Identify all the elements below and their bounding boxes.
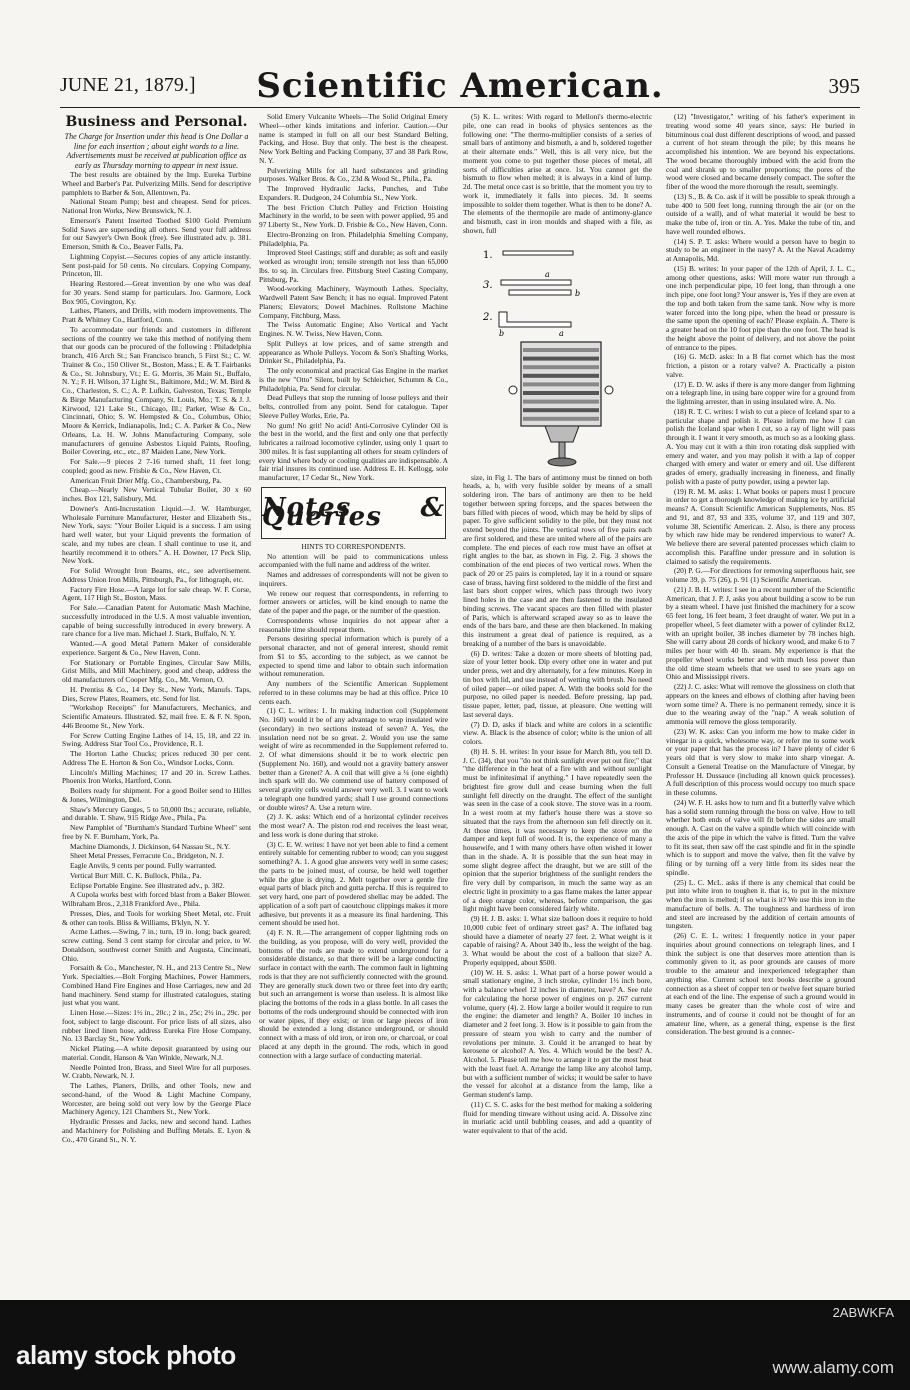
advert-paragraph: For Solid Wrought Iron Beams, etc., see advertisement. Address Union Iron Mills, Pittsburgh, Pa., for lithograph, etc.	[62, 566, 251, 584]
advert-paragraph: The Improved Hydraulic Jacks, Punches, and Tube Expanders. R. Dudgeon, 24 Columbia St., New York.	[259, 184, 448, 202]
query-text	[463, 113, 652, 236]
advert-paragraph: Eagle Anvils, 9 cents per pound. Fully warranted.	[70, 861, 217, 870]
thermopile-row	[523, 365, 599, 369]
query-paragraph: (16) G. McD. asks: In a B flat cornet which has the most friction, a piston or a rotary valve? A. Practically a piston valve.	[666, 352, 855, 379]
advert-paragraph: Downer's Anti-Incrustation Liquid.—J. W. Hamburger, Wholesale Furniture Manufacturer, Hester and Elizabeth Sts., New York, says: "Your Boiler Liquid is a success. I am using hard well water, but your Liquid prevents the formation of scale, and my tubes are clean. I shall continue to use it, and heartily recommend it to others." A. H. Downer, 17 Peck Slip, New York.	[62, 503, 251, 566]
advert-paragraph: A Cupola works best with forced blast from a Baker Blower. Wilbraham Bros., 2,318 Frankford Ave., Phila.	[62, 890, 251, 908]
thermopile-illustration	[463, 240, 652, 470]
thermopile-foot	[548, 458, 576, 466]
fig-label-3: 3.	[483, 279, 493, 291]
thermopile-base	[545, 426, 579, 442]
advert-paragraph: For Sale.—9 pieces 2 7-16 turned shaft, 11 feet long; coupled; good as new. Frisbie & Co., New Haven, Ct.	[62, 457, 251, 475]
advert-paragraph: Improved Steel Castings; stiff and durable; as soft and easily worked as wrought iron; tensile strength not less than 65,000 lbs. to sq. in. Circulars free. Pittsburg Steel Casting Company, Pittsburg, Pa.	[259, 248, 448, 284]
query-paragraph: (9) H. J. B. asks: 1. What size balloon does it require to hold 10,000 cubic feet of ordinary street gas? A. The inflated bag should have a diameter of nearly 27 feet. 2. What weight is it capable of raising? A. About 340 lb., less the weight of the bag. 3. What would be about the cost of a balloon that size? A. Properly equipped, about $500.	[463, 914, 652, 967]
advert-paragraph: Eclipse Portable Engine. See illustrated adv., p. 382.	[70, 880, 225, 890]
query-paragraph: No attention will be paid to communications unless accompanied with the full name and address of the writer.	[259, 551, 448, 570]
stock-image-id: 2ABWKFA	[832, 1305, 894, 1320]
advert-paragraph: Machine Diamonds, J. Dickinson, 64 Nassau St., N.Y.	[70, 841, 230, 851]
query-paragraph: Any numbers of the Scientific American Supplement referred to in these columns may be had at this office. Price 10 cents each.	[259, 679, 448, 706]
advert-paragraph: Wood-working Machinery, Waymouth Lathes. Specialty, Wardwell Patent Saw Bench; it has no equal. Improved Patent Planers; Elevators; Dowel Machines. Rollstone Machine Company, Fitchburg, Mass.	[259, 284, 448, 320]
bar-fig1	[503, 251, 573, 255]
advert-paragraph: Presses, Dies, and Tools for working Sheet Metal, etc. Fruit & other can tools. Bliss & Williams, B'klyn, N. Y.	[62, 908, 251, 927]
query-paragraph: (23) W. K. asks: Can you inform me how to make cider in vinegar in a quick, wholesome way, or refer me to some work or your paper that has the process in? I have plenty of cider 6 years old that is very slow to make into sharp vinegar. A. Consult a General Treatise on the Manufacture of Vinegar, by Professor H. Dussauce (including all known quick processes). A full description of this process would occupy too much space in these columns.	[666, 726, 855, 797]
query-paragraph: (4) F. N. R.—The arrangement of copper lightning rods on the building, as you propose, will do very well, provided the bottoms of the rods are made to extend underground for a considerable distance, so that there will be a large conducting surface in contact with the earth. The common fault in lightning rods is that they are not sufficiently connected with the ground. They are generally stuck down two or three feet into dry earth; but such an arrangement is worse than useless. It is almost like placing the bottoms of the rods in a glass bottle. In all cases the bottoms of the rods underground should be connected with iron or water pipes, if they exist; or iron or large pieces of iron should be extended a long distance underground, or should connect with a mass of old iron, or iron ore, or charcoal, or coal placed at any depth in the ground. The rods, which in good connection with a large surface of conducting material.	[259, 928, 448, 1060]
advert-paragraph: Sheet Metal Presses, Ferracute Co., Bridgeton, N. J.	[70, 851, 224, 861]
advert-paragraph: American Fruit Drier Mfg. Co., Chambersburg, Pa.	[70, 475, 222, 485]
stock-url: www.alamy.com	[772, 1358, 894, 1377]
advert-paragraph: For Stationary or Portable Engines, Circular Saw Mills, Grist Mills, and Mill Machinery, good and cheap, address the old manufacturers of Cooper Mfg. Co., Mt. Vernon, O.	[62, 657, 251, 684]
bar-fig3a	[501, 280, 571, 285]
page-header	[60, 66, 860, 106]
advert-list	[62, 171, 251, 1144]
stock-logo: alamy stock photo	[16, 1340, 236, 1370]
column-queries	[463, 113, 652, 1288]
query-paragraph: We renew our request that correspondents, in referring to former answers or articles, will be kind enough to name the date of the paper and the page, or the number of the question.	[259, 588, 448, 615]
query-paragraph: (10) W. H. S. asks: 1. What part of a horse power would a small stationary engine, 3 inch stroke, cylinder 1½ inch bore, with a balance wheel 12 inches in diameter, have? A. See rule for calculating the horse power of engines on p. 267 current volume, query (4). 2. How large a boiler would it require to run the engine: the diameter and length? A. Boiler 10 inches in diameter and 2 feet long. 3. How is it possible to gain from the pressure of steam you wish to carry and the number of revolutions per minute. 3. Could it be arranged to heat by kerosene or alcohol? A. Yes. 4. Which would be the best? A. Alcohol. 5. Please tell me how to arrange it to get the most heat with the least fuel. A. Arrange the lamp like any alcohol lamp, but with a sufficient number of wicks; it would be safer to have the vessel for alcohol at a distance from the lamp, like a German student's lamp.	[463, 967, 652, 1099]
thermopile-row	[523, 416, 599, 420]
thermopile-row	[523, 356, 599, 360]
query-paragraph: Names and addresses of correspondents will not be given to inquirers.	[259, 570, 448, 588]
advert-paragraph: Split Pulleys at low prices, and of same strength and appearance as Whole Pulleys. Yocom & Son's Shafting Works, Drinker St., Philadelphia, Pa.	[259, 338, 448, 366]
stock-watermark-bar	[0, 1300, 910, 1390]
advert-paragraph: Hydraulic Presses and Jacks, new and second hand. Lathes and Machinery for Polishing and Buffing Metals. E. Lyon & Co., 470 Grand St., N. Y.	[62, 1117, 251, 1144]
advert-paragraph: The Twiss Automatic Engine; Also Vertical and Yacht Engines. N. W. Twiss, New Haven, Conn.	[259, 320, 448, 338]
advert-list-continued	[259, 113, 448, 483]
advert-paragraph: For Sale.—Canadian Patent for Automatic Mash Machine, successfully introduced in the U.S. A most valuable invention, capable of being successfully introduced in every brewery. A rare chance for a live man. Michael J. Stark, Buffalo, N. Y.	[62, 603, 251, 639]
column-ads-notes	[259, 113, 448, 1288]
advert-paragraph: H. Prentiss & Co., 14 Dey St., New York, Manufs. Taps, Dies, Screw Plates, Reamers, etc. Send for list.	[62, 684, 251, 703]
query-paragraph: (15) B. writes: In your paper of the 12th of April, J. L. C., among other questions, asks: Will more water run through a one inch perpendicular pipe, 10 feet long, than through a one inch pipe, one foot long? Your answer is, Yes if they are even at the top and both taken from the same tank. Now why is more water forced into the long pipe, when the head or pressure is the same upon the opening of each? Please explain. A. There is a greater head on the 10 foot pipe than the one foot. The head is the height above the point of delivery, and not above the point of entrance to the pipes.	[666, 263, 855, 352]
query-paragraph: (1) C. L. writes: 1. In making induction coil (Supplement No. 160) would it be of any advantage to wrap insulated wire (secondary) in two sections instead of seven? A. Yes, the insulation need not be so great. 2. Would you use the same weight of wire as recommended in the Supplement referred to. 2. Of what dimensions should it be to work electric pen (Supplement No. 160), and would not a gravity battery answer better than a Grenet? A. A coil that will give a ¼ (one eighth) inch spark will do. We commend use of battery composed of several gravity cells would answer very well. 3. I want to work a telegraph one hundred yards; shall I use ground connections or double wires? A. Use a return wire.	[259, 706, 448, 812]
fig-label-a2: a	[559, 328, 564, 338]
masthead-title: Scientific American.	[256, 66, 664, 106]
page-number: 395	[828, 74, 860, 98]
query-paragraph: (26) C. E. L. writes: I frequently notice in your paper inquiries about ground connections on telegraph lines, and I think the subject is one that deserves more attention than is commonly given to it, as poor grounds are causes of more trouble to the amateur and inexperienced telegrapher than anything else. Current school text books describe a ground connection as a sheet of copper ten or twelve feet square buried at each end of the line. The expense of such a ground would in many cases be greater than the whole cost of wire and instruments, and of course it could not be thought of for an amateur line, where, as a general thing, expense is the first consideration. The best ground is a connec-	[666, 931, 855, 1037]
advert-paragraph: Emerson's Patent Inserted Toothed $100 Gold Premium Solid Saws are superseding all others. Send your full address for our Sawyer's Own Book (free). See illustrated adv. p. 381. Emerson, Smith & Co., Beaver Falls, Pa.	[62, 215, 251, 251]
query-text-continued	[463, 474, 652, 1136]
advert-paragraph: The best results are obtained by the Imp. Eureka Turbine Wheel and Barber's Pat. Pulverizing Mills. Send for descriptive pamphlets to Barber & Son, Allentown, Pa.	[62, 170, 251, 197]
query-paragraph: (19) R. M. M. asks: 1. What books or papers must I procure in order to get a thorough knowledge of making ice by artificial means? A. Consult Scientific American Supplements, Nos. 85 and 91, and 87, 93 and 335, volume 37, and 119 and 307, volume 38, Scientific American. 2. Also, is there any process by which raw hide may be rendered impervious to water? A. We believe there are several patented processes which claim to accomplish this. Paraffine under pressure and in solution is claimed to satisfy the requirements.	[666, 486, 855, 566]
advert-paragraph: Solid Emery Vulcanite Wheels—The Solid Original Emery Wheel—other kinds imitations and inferior. Caution.—Our name is stamped in full on all our best Standard Belting, Packing, and Hose. Buy that only. The best is the cheapest. New York Belting and Packing Company, 37 and 38 Park Row, N. Y.	[259, 113, 448, 165]
thermopile-stem	[559, 442, 565, 458]
advert-paragraph: Factory Fire Hose.—A large lot for sale cheap. W. F. Corse, Agent, 117 High St., Boston, Mass.	[62, 584, 251, 603]
column-business-personal	[62, 113, 251, 1288]
thermopile-row	[523, 408, 599, 412]
advert-paragraph: "Workshop Receipts" for Manufacturers, Mechanics, and Scientific Amateurs. Illustrated. $2, mail free. E. & F. N. Spon, 446 Broome St., New York.	[62, 703, 251, 730]
fig-label-b2: b	[499, 328, 505, 338]
header-rule	[60, 107, 860, 108]
query-paragraph: (11) C. S. C. asks for the best method for making a soldering fluid for mending tinware without using acid. A. Dissolve zinc in muriatic acid until bubbling ceases, and add a quantity of water equivalent to that of the acid.	[463, 1099, 652, 1135]
advert-paragraph: The Horton Lathe Chucks; prices reduced 30 per cent. Address The E. Horton & Son Co., Windsor Locks, Conn.	[62, 749, 251, 767]
advert-paragraph: For Screw Cutting Engine Lathes of 14, 15, 18, and 22 in. Swing. Address Star Tool Co., Providence, R. I.	[62, 730, 251, 749]
advert-paragraph: Hearing Restored.—Great invention by one who was deaf for 30 years. Send stamp for particulars. Jno. Garmore, Lock Box 905, Covington, Ky.	[62, 279, 251, 306]
query-paragraph: Correspondents whose inquiries do not appear after a reasonable time should repeat them.	[259, 615, 448, 634]
advert-paragraph: Lightning Copyist.—Secures copies of any article instantly. Sent post-paid for 50 cents. No circulars. Copying Company, Princeton, Ill.	[62, 251, 251, 279]
bar-fig3b	[509, 290, 571, 295]
advert-paragraph: Lincoln's Milling Machines; 17 and 20 in. Screw Lathes. Phoenix Iron Works, Hartford, Conn.	[62, 767, 251, 786]
column-queries-right	[666, 113, 855, 1288]
advert-paragraph: Boilers ready for shipment. For a good Boiler send to Hilles & Jones, Wilmington, Del.	[62, 786, 251, 804]
thermopile-row	[523, 348, 599, 352]
advert-paragraph: Wanted.—A good Metal Pattern Maker of considerable experience. Sargent & Co., New Haven, Conn.	[62, 639, 251, 657]
fig-label-1: 1.	[483, 249, 493, 261]
query-paragraph: Persons desiring special information which is purely of a personal character, and not of general interest, should remit from $1 to $5, according to the subject, as we cannot be expected to spend time and labor to obtain such information without remuneration.	[259, 634, 448, 679]
advert-paragraph: Dead Pulleys that stop the running of loose pulleys and their belts, controlled from any point. Send for catalogue. Taper Sleeve Pulley Works, Erie, Pa.	[259, 393, 448, 420]
advert-paragraph: The Lathes, Planers, Drills, and other Tools, new and second-hand, of the Wood & Light Machine Company, Worcester, are being sold out very low by the George Place Machinery Agency, 121 Chambers St., New York.	[62, 1081, 251, 1117]
query-paragraph: (12) "Investigator," writing of his father's experiment in treating wood some 40 years since, says: He buried in bituminous coal dust different descriptions of wood, and passed a current of hot steam through the pile; by this means he accomplished his intention. We are beyond his expectations. The wood became thoroughly imbued with the acid from the coal and shrank up to smaller proportions; the pores of the wood were closed and became densely compact. The softer the fiber of the wood the more thorough the result, seemingly.	[666, 113, 855, 191]
fig-label-b1: b	[575, 288, 581, 298]
advert-paragraph: The only economical and practical Gas Engine in the market is the new "Otto" Silent, built by Schleicher, Schumm & Co., Philadelphia, Pa. Send for circular.	[259, 366, 448, 393]
query-paragraph: (7) D. D, asks if black and white are colors in a scientific view. A. Black is the absence of color; white is the union of all colors.	[463, 719, 652, 746]
query-paragraph: (13) S., B. & Co. ask if it will be possible to speak through a tube 400 to 500 feet long, running through the air (or on the outside of a wall), and of what material it would be best to make the tube of, iron or tin. A. Yes. Make the tube of tin, and have well rounded elbows.	[666, 191, 855, 236]
advert-paragraph: Cheap.—Nearly New Vertical Tubular Boiler, 30 x 60 inches. Box 121, Salisbury, Md.	[62, 485, 251, 503]
insertion-notice: The Charge for Insertion under this head is One Dollar a line for each insertion ; about eight words to a line. Advertisements must be received at publication office as early as Thursday morning to appear in next issue.	[64, 132, 249, 170]
thermopile-row	[523, 373, 599, 377]
advert-paragraph: New Pamphlet of "Burnham's Standard Turbine Wheel" sent free by N. F. Burnham, York, Pa.	[62, 823, 251, 841]
advert-paragraph: Lathes, Planers, and Drills, with modern improvements. The Pratt & Whitney Co., Hartford, Conn.	[62, 306, 251, 324]
fig-label-a1: a	[545, 269, 550, 279]
advert-paragraph: No gum! No grit! No acid! Anti-Corrosive Cylinder Oil is the best in the world, and the first and only one that perfectly lubricates a railroad locomotive cylinder, using only 1 quart to 300 miles. It is fast supplanting all others for steam cylinders of every kind where body or cooling qualities are indispensable. A fair trial insures its continued use. Address E. H. Kellogg, sole manufacturer, 17 Cedar St., New York.	[259, 420, 448, 482]
advert-paragraph: Vertical Burr Mill. C. K. Bullock, Phila., Pa.	[70, 870, 202, 880]
query-paragraph: (25) L. C. McL. asks if there is any chemical that could be put into white iron to toughen it. that is, to put in the mixture when the iron is melted; if so what is it? We use this iron in the manufacture of bells. A. The toughness and hardness of iron and steel are increased by the addition of certain amounts of tungsten.	[666, 877, 855, 931]
section-title: Business and Personal.	[65, 114, 248, 130]
query-paragraph: size, in Fig 1. The bars of antimony must be tinned on both heads, a, b, with very fusible solder by means of a small soldering iron. The bars of antimony are then to be held together between spring forceps, and the spaces between the bars filled with pieces of wood, which may be held by slips of paper. To give sufficient solidity to the pile, but they must not extend beyond the joints. The vertical rows of five pairs each are first soldered, and these are united where all of the pairs are complete. The end pieces of each row must have an offset at right angles to the bar, as shown in Fig. 2. Fig. 3 shows the combination of the end pieces of two vertical rows. When the pack of 20 or 25 pairs is completed, lay it in a round or square case of brass, having first soldered to the middle of the first and last bars short copper wires, which pass through two ivory lined holes in the case and are then fastened to the insulated binding screws. The vacant spaces are then filled with plaster of Paris, which is afterward scraped away so as to leave the ends of the bars bare, and these are then blackened. In making this instrument a great deal of patience is required, as a breaking of a number of the bars is unavoidable.	[463, 472, 652, 648]
query-list	[259, 553, 448, 1061]
query-paragraph: (17) E. D. W. asks if there is any more danger from lightning on a telegraph line, in using bare copper wire for a ground from the lightning arrester, than in using insulated wire. A. No.	[666, 379, 855, 406]
advert-paragraph: Pulverizing Mills for all hard substances and grinding purposes. Walker Bros. & Co., 23d & Wood St., Phila., Pa.	[259, 165, 448, 184]
thermopile-row	[523, 382, 599, 386]
thermopile-row	[523, 391, 599, 395]
thermopile-figure	[463, 240, 652, 470]
query-paragraph: (18) R. T. C. writes: I wish to cut a piece of Iceland spar to a particular shape and polish it. Please inform me how I can polish the Iceland spar when I cut, so a ray of light will pass through it. I want it very smooth, as much so as a looking glass. A. You may cut it with a thin iron rotating disk supplied with emery and water, and you may polish it with a lap of copper charged with emery and water or emery and oil. Use different grades of emery, gradually increasing in fineness, and finally polish with a paste of putty powder, using a pewter lap.	[666, 406, 855, 486]
advert-paragraph: National Steam Pump; best and cheapest. Send for prices. National Iron Works, New Brunswick, N. J.	[62, 197, 251, 215]
advert-paragraph: Forsaith & Co., Manchester, N. H., and 213 Centre St., New York. Specialties.—Bolt Forging Machines, Power Hammers, Combined Hand Fire Engines and Hose Carriages, new and 2d hand machinery. Send stamp for illustrated catalogues, stating just what you want.	[62, 963, 251, 1008]
fig-label-2: 2.	[483, 311, 493, 323]
advert-paragraph: Nickel Plating.—A white deposit guaranteed by using our material. Condit, Hanson & Van Winkle, Newark, N.J.	[62, 1044, 251, 1062]
hints-heading: HINTS TO CORRESPONDENTS.	[301, 541, 406, 551]
notes-queries-banner	[261, 487, 446, 539]
query-paragraph: (14) S. P. T. asks: Where would a person have to begin to study to be an engineer in the navy? A. At the Naval Academy at Annapolis, Md.	[666, 236, 855, 263]
advert-paragraph: Linen Hose.—Sizes: 1½ in., 20c.; 2 in., 25c; 2½ in., 29c. per foot, subject to large discount. For price lists of all sizes, also rubber lined linen hose, address Eureka Fire Hose Company, No. 13 Barclay St., New York.	[62, 1008, 251, 1044]
thermopile-rows	[523, 348, 599, 421]
query-paragraph: (6) D. writes: Take a dozen or more sheets of blotting pad, size of your letter book. Dip every other one in water and put under press, wet and dry alternately, for a few minutes. Keep in tin box with lid, and use instead of wetting with brush. No need of oiled paper—or oiled paper. A. With the books sold for the purpose, no oiled paper is needed. Before pressing, lap pad, tissue paper, letter, pad, tissue, at pleasure. One wetting will last several days.	[463, 648, 652, 719]
bar-fig2	[499, 312, 571, 327]
query-paragraph: (20) P. G.—For directions for removing superfluous hair, see volume 39, p. 75 (26), p. 91 (1) Scientific American.	[666, 566, 855, 584]
advert-paragraph: Electro-Bronzing on Iron. Philadelphia Smelting Company, Philadelphia, Pa.	[259, 229, 448, 248]
advert-paragraph: Acme Lathes.—Swing, 7 in.; turn, 19 in. long; back geared; screw cutting. Send 3 cent stamp for circular and price, to W. Donaldson, southwest corner Smith and Augusta, Cincinnati, Ohio.	[62, 927, 251, 963]
advert-paragraph: The best Friction Clutch Pulley and Friction Hoisting Machinery in the world, to be seen with power applied, 95 and 97 Liberty St., New York. D. Frisbie & Co., New Haven, Conn.	[259, 202, 448, 229]
advert-paragraph: Shaw's Mercury Gauges, 5 to 50,000 lbs.; accurate, reliable, and durable. T. Shaw, 915 Ridge Ave., Phila., Pa.	[62, 804, 251, 823]
issue-date: JUNE 21, 1879.]	[60, 74, 196, 96]
query-list-right	[666, 113, 855, 1037]
query-paragraph: (22) J. C. asks: What will remove the glossiness on cloth that appears on the knees and elbows of clothing after having been worn some time? A. There is no permanent remedy, since it is due to the wearing away of the "nap." A weak solution of ammonia will remove the gloss temporarily.	[666, 682, 855, 726]
advert-paragraph: To accommodate our friends and customers in different sections of the country we take this method of notifying them that our goods can be procured of the following : Philadelphia branch, 416 Arch St.; San Francisco branch, 5 First St.; C. W. Trainer & Co., 150 Oliver St., Boston, Mass.; E. & T. Fairbanks & Co., St. Johnsbury, Vt.; E. G. Morris, 36 Main St., Buffalo, N. Y.; F. H. Wilson, 37 Light St., Baltimore, Md.; W. M. Bird & Co., Charleston, S. C.; A. P. Lufkin, Galveston, Texas; Temple & Birge Manufacturing Company, St. Louis, Mo.; T. S. & J. J. Kirwood, 121 Lake St., Chicago, Ill.; Parker, Wise & Co., Cincinnati, Ohio; S. W. Hempsted & Co., Columbus, Ohio; Moore & Kerrick, Indianapolis, Ind.; C. A. Parker & Co., New Orleans, La. H. W. Johns Manufacturing Company, sole manufacturers of genuine Asbestos Liquid Paints, Roofing, Boiler Covering, etc., etc., 87 Maiden Lane, New York.	[62, 324, 251, 457]
notes-queries-title: Notes & Queries	[262, 493, 445, 532]
query-paragraph: (8) H. S. H. writes: In your issue for March 8th, you tell D. J. C. (34), that you "do not think sunlight ever put out fire;" that "the difference in the heat of a fire with and without sunlight must be infinitesimal if anything." I have repeatedly seen the brightest fire grow dull and cease burning when the full sunlight fell directly on the draught. The effect of the sunlight was seen in the case of a cook stove. The stove was in a room. In a west room at my father's house there was a stove so situated that the rays from the afternoon sun fell directly on it. At those times, it was necessary to keep the stove on the damper and kept full of wood. It is, the experience of many a housewife, and I with many others have often wished it lower than in the shade. A. It is possible that the sun heat may in some slight degree affect the draught, but we are still of the opinion that the superior brightness of the sunlight renders the fire very dull by comparison, in much the same way as an electric light in proximity to a gas flame makes the latter appear of a deep orange color, whereas, before comparison, the gas light might have been considered fairly white.	[463, 746, 652, 914]
query-paragraph: (5) K. L. writes: With regard to Melloni's thermo-electric pile, one can read in books of physics sentences as the following one: "The thermo-multiplier consists of a series of small bars of antimony and bismuth, a and b, soldered together at their alternate ends." Well, this is all very nice, but the moment you come to put together those pieces of metal, all sorts of difficulties arise at once. 1st. You cannot get the bismuth to flow when melted; it is always in a kind of lump. 2d. The metal once cast is so brittle, that the moment you try to work it, immediately it falls into pieces. 3d. It seems impossible to solder them together. What is then to be done? A. The elements of the thermopile are made of antimony-glance and bismuth, cast in iron moulds and shaped with a file, as shown, full	[463, 113, 652, 235]
query-paragraph: (21) J. B. H. writes: I see in a recent number of the Scientific American, that J. P. J, asks you about building a scow to be run by a steam wheel. I have just finished the machinery for a scow 65 feet long, 16 feet beam, 3 feet draught of water. We put in a propeller wheel, 5 feet diameter with a power of cylinder 8x12, with an upright boiler, 38 inches diameter by 78 inches high. She will carry about 28 cords of hickory wood, and make 6 to 7 miles per hour with 40 lb. steam. My experience is that the propeller wheel works better and with much less power than the old time steam wheels that we used to see years ago on Ohio and Mississippi rivers.	[666, 584, 855, 682]
advert-paragraph: Needle Pointed Iron, Brass, and Steel Wire for all purposes. W. Crabb, Newark, N. J.	[62, 1062, 251, 1081]
binding-screw-right	[605, 386, 613, 394]
thermopile-row	[523, 399, 599, 403]
query-paragraph: (2) J. K. asks: Which end of a horizontal cylinder receives the most wear? A. The piston rod end receives the least wear, and less work is done during that stroke.	[259, 812, 448, 839]
query-paragraph: (3) C. E. W. writes: I have not yet been able to find a cement entirely suitable for cementing rubber to wood; can you suggest something? A. 1. A good glue answers very well in some cases; the parts to be joined must, of course, be held well together while the glue is drying. 2. Melt together over a gentle fire equal parts of black pitch and gutta percha. If this is required to set very hard, one part of powdered shellac may be added. The application of a soft part of caoutchouc clippings makes it more adhesive, but prevents it as a measure its final hardening. This cement should be used hot.	[259, 839, 448, 928]
query-paragraph: (24) W. F. H. asks how to turn and fit a butterfly valve which has a solid stem running through the boss on valve. How to tell whether both ends of valve will fit before the sides are small enough. A. Cast on the valve a spindle which will coincide with the axis of the pipe in which the valve is fitted. Turn the valve to fit its seat, then saw off the cast spindle and fit in the spindle which is to support and move the valve, then fit the valve by filing or by turning off a very little from its sides near the spindle.	[666, 797, 855, 877]
binding-screw-left	[509, 386, 517, 394]
